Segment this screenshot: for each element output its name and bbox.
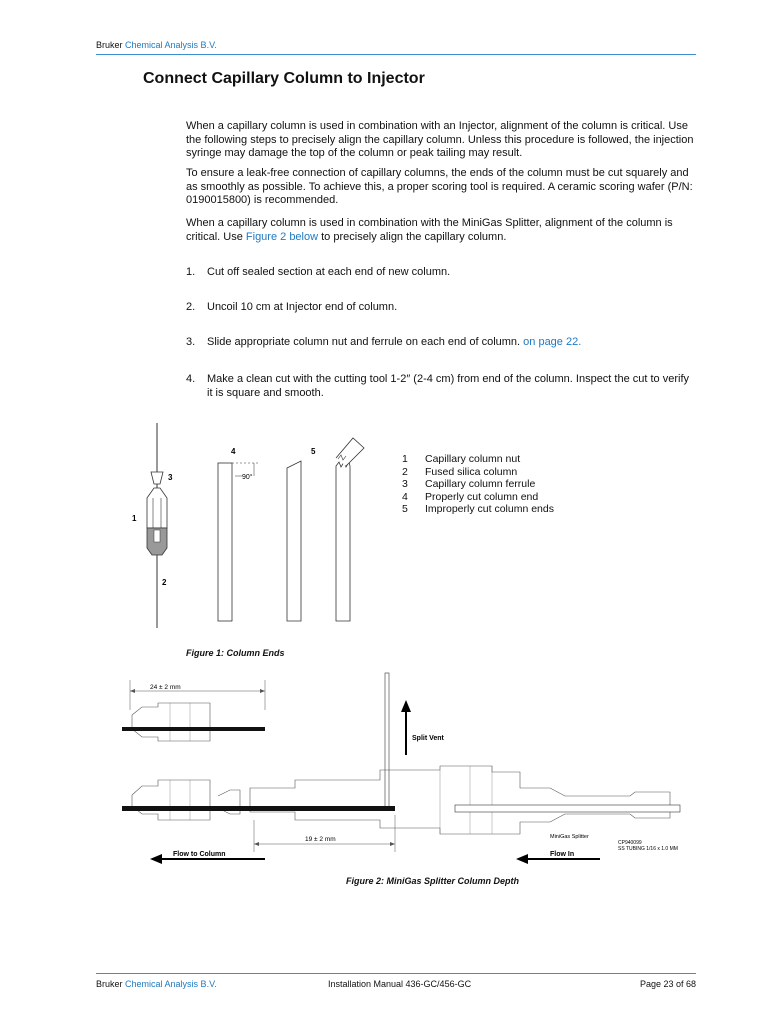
flow-to-column-label: Flow to Column	[173, 851, 226, 858]
label-5: 5	[311, 447, 316, 456]
broken-column-piece	[336, 438, 364, 466]
step-number: 4.	[186, 373, 196, 385]
step-number: 3.	[186, 336, 196, 348]
ss-tubing	[455, 805, 680, 812]
step-number: 2.	[186, 301, 196, 313]
minigas-splitter-label: MiniGas Splitter	[550, 834, 589, 840]
properly-cut-column	[218, 463, 232, 621]
step-text: Make a clean cut with the cutting tool 1-2″ (2-4 cm) from end of the column. Inspect the cut to verify it is square and smooth.	[207, 373, 690, 399]
bottom-column-nut	[132, 780, 210, 820]
dimension-top-label: 24 ± 2 mm	[150, 684, 181, 691]
label-4: 4	[231, 447, 236, 456]
label-1: 1	[132, 514, 137, 523]
minigas-splitter-body	[250, 766, 670, 834]
figure2-caption: Figure 2: MiniGas Splitter Column Depth	[346, 876, 520, 886]
header-company-name: Chemical Analysis B.V.	[125, 40, 217, 50]
figure2-link[interactable]: Figure 2 below	[245, 230, 319, 243]
split-vent-label: Split Vent	[412, 735, 444, 742]
part-code-label: CP940099	[618, 840, 642, 846]
step-text	[207, 336, 697, 350]
step-3-text: Slide appropriate column nut and ferrule on each end of column.	[207, 336, 524, 348]
top-column-bar	[122, 727, 265, 731]
step-text: Uncoil 10 cm at Injector end of column.	[207, 301, 398, 313]
footer-page-number: Page 23 of 68	[639, 979, 696, 989]
header-company-prefix: Bruker	[96, 40, 123, 50]
improperly-cut-column-jagged	[336, 462, 350, 621]
step-number: 1.	[186, 266, 196, 278]
page-header	[96, 40, 217, 50]
split-vent-tube	[385, 673, 389, 810]
legend-row: 2 Fused silica column	[402, 465, 518, 478]
improperly-cut-column-angled	[287, 461, 301, 621]
paragraph-splitter-text-b: to precisely align the capillary column.	[318, 230, 507, 243]
paragraph-alignment: When a capillary column is used in combination with an Injector, alignment of the column is critical. Use the following steps to precisely align the capillary column. Unless this procedure is followed, the injection syringe may damage the top of the column or peak tailing may result.	[186, 120, 694, 160]
footer-company	[96, 979, 217, 989]
tubing-label: SS TUBING 1/16 x 1.0 MM	[618, 846, 678, 852]
label-3: 3	[168, 473, 173, 482]
split-vent-arrow	[401, 700, 411, 712]
dimension-bottom-label: 19 ± 2 mm	[305, 836, 336, 843]
paragraph-splitter	[186, 217, 696, 244]
page-22-link[interactable]: on page 22.	[523, 336, 582, 348]
flow-in-arrow	[516, 854, 528, 864]
column-ferrule	[151, 472, 163, 484]
footer-company-name: Chemical Analysis B.V.	[125, 979, 217, 989]
step-text: Cut off sealed section at each end of new column.	[207, 266, 451, 278]
legend-row: 4 Properly cut column end	[402, 490, 539, 503]
intro-paragraph	[186, 120, 696, 161]
bottom-column-bar	[122, 806, 395, 811]
footer-manual-title: Installation Manual 436-GC/456-GC	[328, 979, 472, 989]
splitter-paragraph	[186, 217, 696, 244]
column-nut-upper	[147, 488, 167, 528]
figure2-minigas-splitter-drawing	[110, 670, 700, 870]
figure1-legend	[402, 453, 554, 516]
figure1-column-ends-drawing	[110, 418, 390, 633]
footer-rule	[96, 973, 696, 974]
header-rule	[96, 54, 696, 55]
figure1-caption: Figure 1: Column Ends	[186, 648, 285, 658]
legend-row: 5 Improperly cut column ends	[402, 503, 554, 516]
top-column-nut	[132, 703, 210, 741]
page-title: Connect Capillary Column to Injector	[143, 70, 425, 87]
paragraph-splitter-text-a: When a capillary column is used in combination with the MiniGas Splitter, alignment of the column is critical. Use	[186, 217, 673, 243]
footer-company-prefix: Bruker	[96, 979, 123, 989]
angle-label: 90°	[242, 474, 253, 481]
leakfree-paragraph	[186, 167, 696, 208]
flow-in-label: Flow In	[550, 851, 575, 858]
flow-to-column-arrow	[150, 854, 162, 864]
paragraph-leakfree: To ensure a leak-free connection of capillary columns, the ends of the column must be cut squarely and as smoothly as possible. To achieve this, a proper scoring tool is required. A ceramic scoring wafer (P/N: 0190015800) is recommended.	[186, 167, 693, 207]
label-2: 2	[162, 578, 167, 587]
legend-row: 1 Capillary column nut	[402, 453, 521, 465]
legend-row: 3 Capillary column ferrule	[402, 478, 536, 491]
